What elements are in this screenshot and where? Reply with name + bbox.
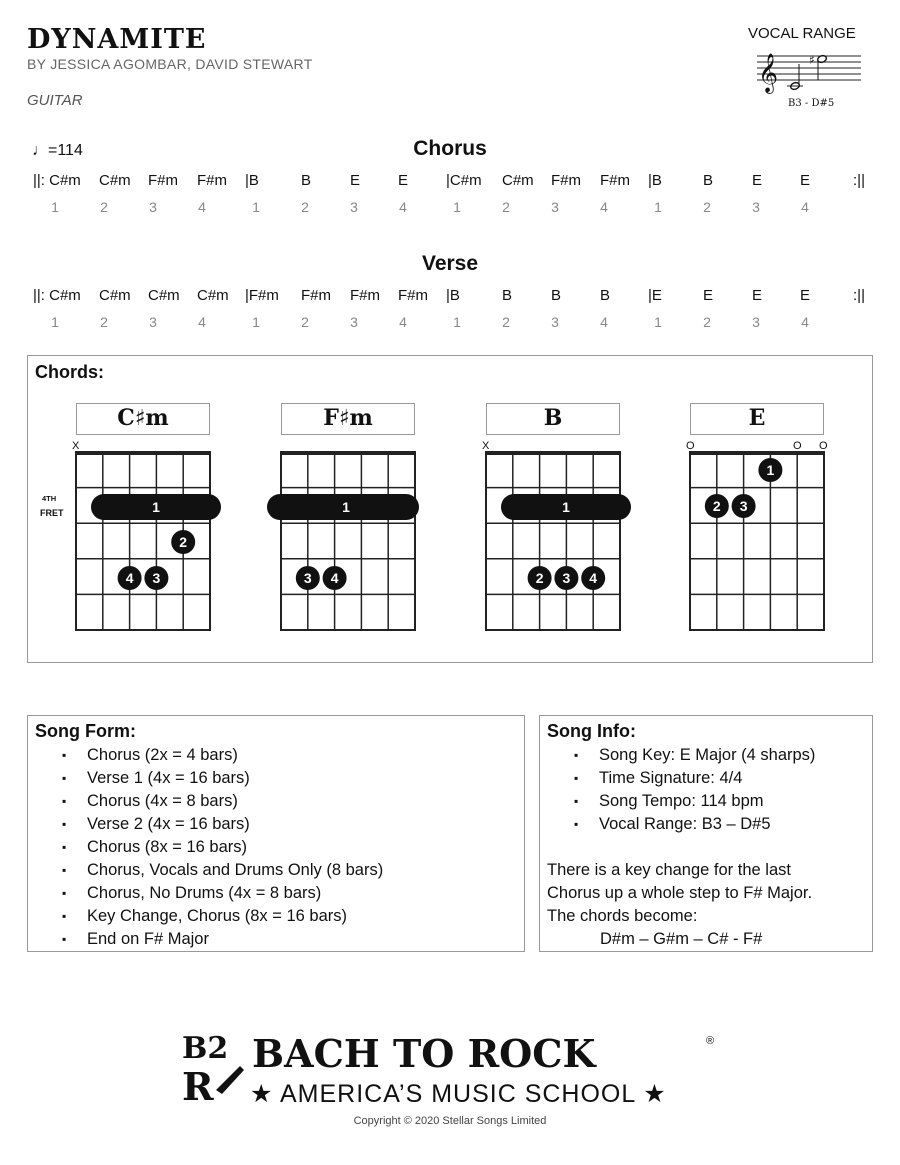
logo-mark-top: B2 bbox=[182, 1031, 229, 1066]
beat-number: 3 bbox=[149, 199, 157, 215]
chord-symbol: F#m bbox=[301, 287, 331, 304]
chord-symbol: F#m bbox=[398, 287, 428, 304]
chord-name-csharp-minor: C♯m bbox=[76, 403, 210, 435]
list-item: ▪ Song Tempo: 114 bpm bbox=[574, 790, 815, 813]
muted-string-marker: X bbox=[482, 440, 490, 452]
key-change-note bbox=[547, 859, 812, 951]
finger-label: 4 bbox=[589, 570, 598, 586]
chord-symbol: ||: C#m bbox=[33, 287, 81, 304]
beat-number: 4 bbox=[801, 199, 809, 215]
list-item: ▪ Chorus (4x = 8 bars) bbox=[62, 790, 383, 813]
chorus-title: Chorus bbox=[413, 137, 487, 160]
finger-label: 2 bbox=[712, 498, 721, 514]
muted-string-marker: X bbox=[72, 440, 80, 452]
chord-symbol: E bbox=[752, 287, 763, 304]
chord-symbol: C#m bbox=[99, 287, 131, 304]
list-item: ▪ Time Signature: 4/4 bbox=[574, 767, 815, 790]
chord-symbol: E bbox=[800, 287, 811, 304]
beat-number: 3 bbox=[551, 314, 559, 330]
list-item: ▪ Chorus (2x = 4 bars) bbox=[62, 744, 383, 767]
chord-symbol: ||: C#m bbox=[33, 172, 81, 189]
beat-number: 2 bbox=[502, 314, 510, 330]
song-form-title: Song Form: bbox=[35, 721, 136, 741]
beat-number: 2 bbox=[301, 314, 309, 330]
beat-number: 1 bbox=[252, 199, 260, 215]
chord-symbol: F#m bbox=[600, 172, 630, 189]
repeat-end: :|| bbox=[853, 172, 865, 189]
beat-number: 1 bbox=[252, 314, 260, 330]
song-form-list bbox=[62, 744, 383, 951]
beat-number: 3 bbox=[350, 314, 358, 330]
beat-number: 1 bbox=[51, 314, 59, 330]
open-string-marker: O bbox=[793, 440, 802, 452]
chord-symbol: F#m bbox=[551, 172, 581, 189]
beat-number: 4 bbox=[600, 314, 608, 330]
key-change-chords: D#m – G#m – C# - F# bbox=[600, 930, 763, 948]
barre-finger-label: 1 bbox=[562, 499, 570, 515]
beat-number: 2 bbox=[703, 199, 711, 215]
chord-symbol: C#m bbox=[148, 287, 180, 304]
vocal-range-notes: B3 - D#5 bbox=[788, 98, 835, 109]
fret-label-word: FRET bbox=[40, 508, 64, 518]
beat-number: 1 bbox=[654, 314, 662, 330]
logo-name: BACH TO ROCK bbox=[252, 1031, 596, 1076]
list-item: ▪ Vocal Range: B3 – D#5 bbox=[574, 813, 815, 836]
chords-panel-title: Chords: bbox=[35, 362, 104, 382]
open-string-marker: O bbox=[686, 440, 695, 452]
beat-number: 4 bbox=[198, 314, 206, 330]
chord-diagram-e bbox=[686, 440, 828, 630]
treble-clef-icon: 𝄞 bbox=[758, 53, 779, 93]
list-item: ▪ Key Change, Chorus (8x = 16 bars) bbox=[62, 905, 383, 928]
beat-number: 4 bbox=[399, 314, 407, 330]
beat-number: 4 bbox=[600, 199, 608, 215]
chord-symbol: E bbox=[752, 172, 763, 189]
chord-symbol: F#m bbox=[148, 172, 178, 189]
beat-number: 2 bbox=[301, 199, 309, 215]
chord-symbol: |F#m bbox=[245, 287, 279, 304]
chord-symbol: |B bbox=[446, 287, 460, 304]
beat-number: 3 bbox=[551, 199, 559, 215]
open-string-marker: O bbox=[819, 440, 828, 452]
chord-symbol: F#m bbox=[197, 172, 227, 189]
chord-name-fsharp-minor: F♯m bbox=[281, 403, 415, 435]
barre-finger-label: 1 bbox=[342, 499, 350, 515]
song-info-list bbox=[574, 744, 815, 836]
beat-number: 3 bbox=[350, 199, 358, 215]
beat-number: 2 bbox=[100, 314, 108, 330]
copyright-notice: Copyright © 2020 Stellar Songs Limited bbox=[353, 1115, 547, 1127]
beat-number: 3 bbox=[752, 314, 760, 330]
chord-symbol: E bbox=[398, 172, 409, 189]
list-item: ▪ End on F# Major bbox=[62, 928, 383, 951]
finger-label: 3 bbox=[562, 570, 571, 586]
finger-label: 2 bbox=[535, 570, 544, 586]
finger-label: 3 bbox=[152, 570, 161, 586]
logo-mark-bottom: R bbox=[182, 1064, 214, 1109]
verse-title: Verse bbox=[421, 252, 479, 275]
beat-number: 1 bbox=[453, 314, 461, 330]
list-item: ▪ Chorus, Vocals and Drums Only (8 bars) bbox=[62, 859, 383, 882]
song-title: DYNAMITE bbox=[27, 24, 207, 55]
finger-label: 1 bbox=[766, 462, 775, 478]
chord-symbol: |C#m bbox=[446, 172, 482, 189]
chord-symbol: B bbox=[703, 172, 714, 189]
fret-label-position: 4TH bbox=[42, 494, 57, 503]
barre-finger-label: 1 bbox=[152, 499, 160, 515]
beat-number: 1 bbox=[51, 199, 59, 215]
vocal-range-label: VOCAL RANGE bbox=[748, 25, 856, 42]
logo-tagline: ★ AMERICA’S MUSIC SCHOOL ★ bbox=[250, 1080, 667, 1108]
finger-label: 4 bbox=[125, 570, 134, 586]
chord-symbol: |B bbox=[245, 172, 259, 189]
key-change-line: There is a key change for the last bbox=[547, 861, 791, 879]
beat-number: 2 bbox=[703, 314, 711, 330]
beat-number: 1 bbox=[453, 199, 461, 215]
chord-name-e: E bbox=[690, 403, 824, 435]
list-item: ▪ Verse 2 (4x = 16 bars) bbox=[62, 813, 383, 836]
beat-number: 2 bbox=[502, 199, 510, 215]
chord-symbol: |B bbox=[648, 172, 662, 189]
chord-symbol: B bbox=[502, 287, 513, 304]
key-change-line: The chords become: bbox=[547, 907, 698, 925]
chord-symbol: |E bbox=[648, 287, 662, 304]
chord-symbol: E bbox=[350, 172, 361, 189]
tempo-value: =114 bbox=[48, 142, 83, 159]
chord-symbol: E bbox=[703, 287, 714, 304]
beat-number: 4 bbox=[801, 314, 809, 330]
finger-label: 4 bbox=[330, 570, 339, 586]
finger-label: 3 bbox=[303, 570, 312, 586]
chord-symbol: B bbox=[301, 172, 312, 189]
chord-diagram-csharp-minor bbox=[72, 440, 221, 630]
beat-number: 3 bbox=[149, 314, 157, 330]
list-item: ▪ Verse 1 (4x = 16 bars) bbox=[62, 767, 383, 790]
repeat-end: :|| bbox=[853, 287, 865, 304]
chord-symbol: C#m bbox=[99, 172, 131, 189]
chord-symbol: E bbox=[800, 172, 811, 189]
chord-symbol: F#m bbox=[350, 287, 380, 304]
chord-name-b: B bbox=[486, 403, 620, 435]
song-info-title: Song Info: bbox=[547, 721, 636, 741]
guitar-icon bbox=[216, 1066, 244, 1094]
beat-number: 1 bbox=[654, 199, 662, 215]
sharp-icon: ♯ bbox=[809, 53, 815, 67]
instrument-label: GUITAR bbox=[27, 92, 83, 109]
list-item: ▪ Song Key: E Major (4 sharps) bbox=[574, 744, 815, 767]
finger-label: 3 bbox=[739, 498, 748, 514]
beat-number: 3 bbox=[752, 199, 760, 215]
beat-number: 4 bbox=[399, 199, 407, 215]
chord-symbol: C#m bbox=[197, 287, 229, 304]
list-item: ▪ Chorus (8x = 16 bars) bbox=[62, 836, 383, 859]
key-change-line: Chorus up a whole step to F# Major. bbox=[547, 884, 813, 902]
finger-label: 2 bbox=[179, 534, 188, 550]
list-item: ▪ Chorus, No Drums (4x = 8 bars) bbox=[62, 882, 383, 905]
quarter-note-icon: ♩ bbox=[32, 142, 48, 159]
song-authors: BY JESSICA AGOMBAR, DAVID STEWART bbox=[27, 56, 313, 72]
registered-mark: ® bbox=[706, 1035, 715, 1047]
beat-number: 2 bbox=[100, 199, 108, 215]
chord-diagram-b bbox=[482, 440, 631, 630]
beat-number: 4 bbox=[198, 199, 206, 215]
chord-symbol: B bbox=[600, 287, 611, 304]
bach-to-rock-logo bbox=[182, 1028, 722, 1110]
chord-diagram-fsharp-minor bbox=[267, 452, 419, 630]
chord-symbol: C#m bbox=[502, 172, 534, 189]
chord-symbol: B bbox=[551, 287, 562, 304]
